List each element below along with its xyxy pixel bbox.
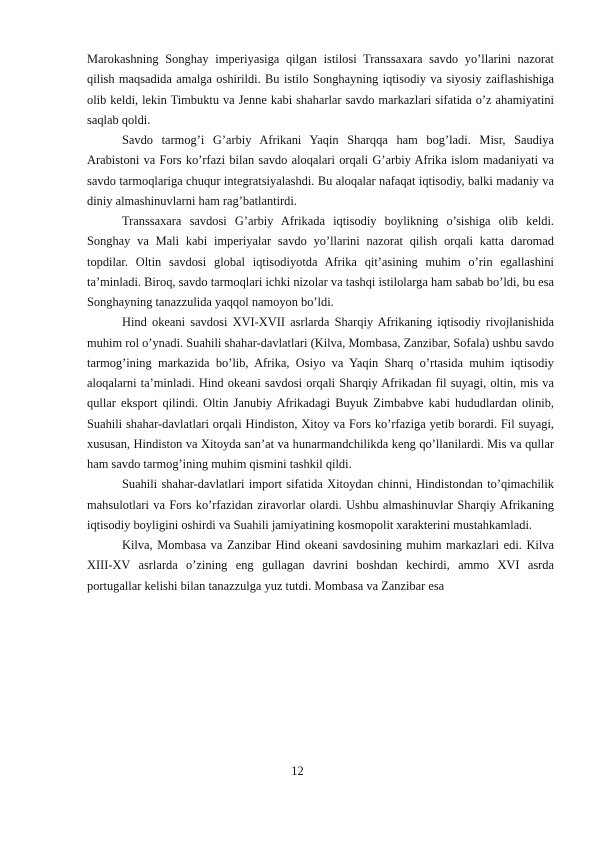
paragraph-3: Transsaxara savdosi G’arbiy Afrikada iqtisodiy boylikning o’sishiga olib keldi. Songhay va Mali kabi imperiyalar savdo yo’llarini nazorat qilish orqali katta daromad topdilar. Oltin savdosi global iqtisodiyotda Afrika qit’asining muhim o’rin egallashini ta’minladi. Biroq, savdo tarmoqlari ichki nizolar va tashqi istilolarga ham sabab bo’ldi, bu esa Songhayning tanazzulida yaqqol namoyon bo’ldi.: [87, 214, 554, 309]
page-number: 12: [291, 764, 304, 778]
paragraph-4: Hind okeani savdosi XVI-XVII asrlarda Sharqiy Afrikaning iqtisodiy rivojlanishida muhim rol o’ynadi. Suahili shahar-davlatlari (Kilva, Mombasa, Zanzibar, Sofala) ushbu savdo tarmog’ining markazida bo’lib, Afrika, Osiyo va Yaqin Sharq o’rtasida muhim iqtisodiy aloqalarni ta’minladi. Hind okeani savdosi orqali Sharqiy Afrikadan fil suyagi, oltin, mis va qullar eksport qilindi. Oltin Janubiy Afrikadagi Buyuk Zimbabve kabi hududlardan olinib, Suahili shahar-davlatlari orqali Hindiston, Xitoy va Fors ko’rfaziga yetib borardi. Fil suyagi, xususan, Hindiston va Xitoyda san’at va hunarmandchilikda keng qo’llanilardi. Mis va qullar ham savdo tarmog’ining muhim qismini tashkil qildi.: [87, 315, 554, 471]
paragraph-2: Savdo tarmog’i G’arbiy Afrikani Yaqin Sharqqa ham bog’ladi. Misr, Saudiya Arabistoni va Fors ko’rfazi bilan savdo aloqalari orqali G’arbiy Afrika islom madaniyati va savdo tarmoqlariga chuqur integratsiyalashdi. Bu aloqalar nafaqat iqtisodiy, balki madaniy va diniy almashinuvlarni ham rag’batlantirdi.: [87, 133, 554, 208]
paragraph-5: Suahili shahar-davlatlari import sifatida Xitoydan chinni, Hindistondan to’qimachilik mahsulotlari va Fors ko’rfazidan ziravorlar olardi. Ushbu almashinuvlar Sharqiy Afrikaning iqtisodiy boyligini oshirdi va Suahili jamiyatining kosmopolit xarakterini mustahkamladi.: [87, 477, 554, 532]
paragraph-6: Kilva, Mombasa va Zanzibar Hind okeani savdosining muhim markazlari edi. Kilva XIII-XV asrlarda o’zining eng gullagan davrini boshdan kechirdi, ammo XVI asrda portugallar kelishi bilan tanazzulga yuz tutdi. Mombasa va Zanzibar esa: [87, 538, 554, 593]
document-page: [87, 49, 554, 596]
paragraph-1: Marokashning Songhay imperiyasiga qilgan istilosi Transsaxara savdo yo’llarini nazorat qilish maqsadida amalga oshirildi. Bu istilo Songhayning iqtisodiy va siyosiy zaiflashishiga olib keldi, lekin Timbuktu va Jenne kabi shaharlar savdo markazlari sifatida o’z ahamiyatini saqlab qoldi.: [87, 52, 554, 127]
